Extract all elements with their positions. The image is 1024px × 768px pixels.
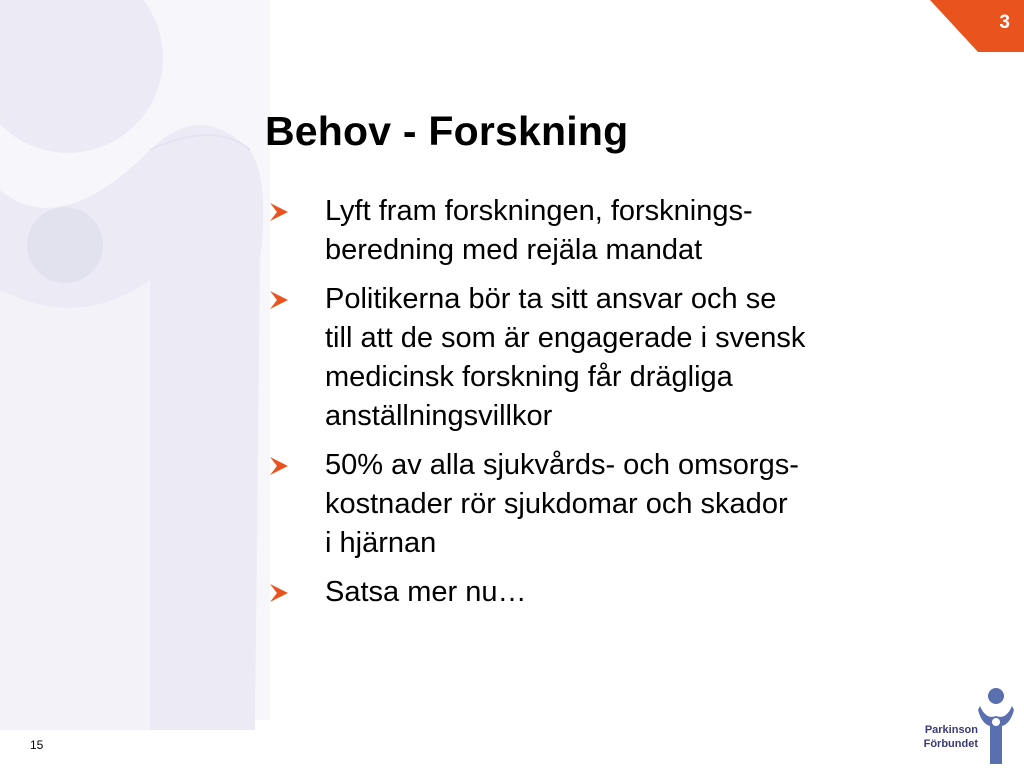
arrowhead-bullet-icon [268,455,290,477]
bullet-item [265,573,905,612]
arrowhead-bullet-icon [268,201,290,223]
bullet-item [265,280,905,436]
logo-text-line1: Parkinson [924,724,978,736]
bullet-text: Lyft fram forskningen, forsknings- beredning med rejäla mandat [325,195,753,266]
bullet-text: 50% av alla sjukvårds- och omsorgs- kostnader rör sjukdomar och skador i hjärnan [325,449,799,559]
person-figure-icon [0,0,290,730]
logo-text-line2: Förbundet [923,738,978,750]
parkinson-logo [916,686,1016,764]
bullet-list [265,192,905,622]
corner-slide-number: 3 [999,12,1010,33]
slide-title: Behov - Forskning [265,108,629,154]
bullet-item [265,192,905,270]
bullet-text: Politikerna bör ta sitt ansvar och se till att de som är engagerade i svensk medicinsk forskning får drägliga anställningsvillkor [325,283,806,432]
bullet-text: Satsa mer nu… [325,576,527,608]
bullet-item [265,446,905,563]
arrowhead-bullet-icon [268,582,290,604]
arrowhead-bullet-icon [268,289,290,311]
page-number: 15 [30,738,44,752]
parkinson-figure-icon [976,686,1016,764]
